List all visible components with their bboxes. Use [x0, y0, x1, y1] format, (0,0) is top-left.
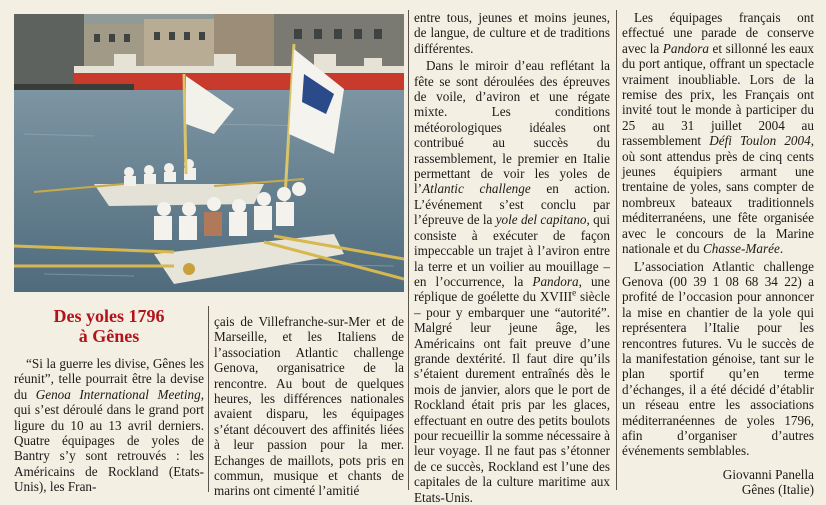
article-column-2 [214, 314, 404, 499]
article-column-3 [414, 10, 610, 505]
article-headline [14, 306, 204, 346]
paragraph: entre tous, jeunes et moins jeunes, de langue, de culture et de traditions différentes. [414, 10, 610, 56]
column-divider [408, 10, 409, 490]
article-photo [14, 14, 404, 292]
author-signature [622, 467, 814, 498]
paragraph: Dans le miroir d’eau reflétant la fête se sont déroulées des épreuves de voile, d’aviron et une régate mixte. Les conditions météorologiques idéales ont contribué au succès du rassemblement, le premier en Italie permettant de voir les yoles de l’Atlantic challenge en action. L’événement s’est conclu par l’épreuve de la yole del capitano, qui consiste à exécuter de façon impeccable un trajet à l’aviron entre la terre et un voilier au mouillage – en l’occurrence, la Pandora, une réplique de goélette du XVIIIe siècle – pour y embarquer une “autorité”. Malgré leur jeune âge, les Américains ont fait preuve d’une grande dextérité. Il faut dire qu’ils s’étaient durement entraînés dès le mois de janvier, alors que le port de Rockland était pris par les glaces, effectuant en outre des petits boulots pour recueillir la somme nécessaire à leur voyage. Il ne faut pas s’étonner de ce succès, Rockland est l’une des capitales de la culture maritime aux Etats-Unis. [414, 58, 611, 505]
paragraph: “Si la guerre les divise, Gênes les réunit”, telle pourrait être la devise du Genoa International Meeting, qui s’est déroulé dans le grand port ligure du 10 au 13 avril derniers. Quatre équipages de yoles de Bantry s’y sont retrouvés : les Américains de Rockland (Etats-Unis), les Fran- [14, 356, 204, 495]
column-divider [616, 10, 617, 490]
harbour-rowing-image [14, 14, 404, 292]
paragraph: çais de Villefranche-sur-Mer et de Marseille, et les Italiens de l’association Atlantic challenge Genova, organisatrice de la rencontre. Au bout de quelques heures, les différences nationales avaient disparu, les équipages s’étant découvert des affinités liées à leur passion pour la mer. Echanges de maillots, pots pris en commun, musique et chants de marins ont cimenté l’amitié [214, 314, 404, 499]
article-column-1 [14, 356, 204, 495]
author-location: Gênes (Italie) [741, 482, 814, 498]
paragraph: Les équipages français ont effectué une parade de conserve avec la Pandora et sillonné les eaux du port antique, offrant un spectacle vraiment inoubliable. Lors de la remise des prix, les Français ont invité tout le monde à participer du 25 au 31 juillet 2004 au rassemblement Défi Toulon 2004, où sont attendus près de cinq cents jeunes équipiers armant une trentaine de yoles, sans compter de nombreux bateaux traditionnels méditerranéens, une fête organisée avec le concours de la Marine nationale et du Chasse-Marée. [622, 10, 815, 257]
author-name: Giovanni Panella [722, 466, 814, 482]
headline-line-2: à Gênes [78, 326, 140, 346]
harbour-building [14, 14, 84, 84]
headline-line-1: Des yoles 1796 [53, 306, 165, 326]
article-column-4 [622, 10, 814, 498]
paragraph: L’association Atlantic challenge Genova (00 39 1 08 68 34 22) a profité de l’occasion pour annoncer la mise en chantier de la yole qui représentera l’Italie pour les rencontres futures. Vu le succès de la manifestation génoise, tant sur le plan sportif qu’en terme d’échanges, il a été décidé d’établir un réseau entre les associations méditerranéennes de yoles 1796, afin d’organiser d’autres événements semblables. [622, 258, 814, 459]
column-divider [208, 306, 209, 492]
